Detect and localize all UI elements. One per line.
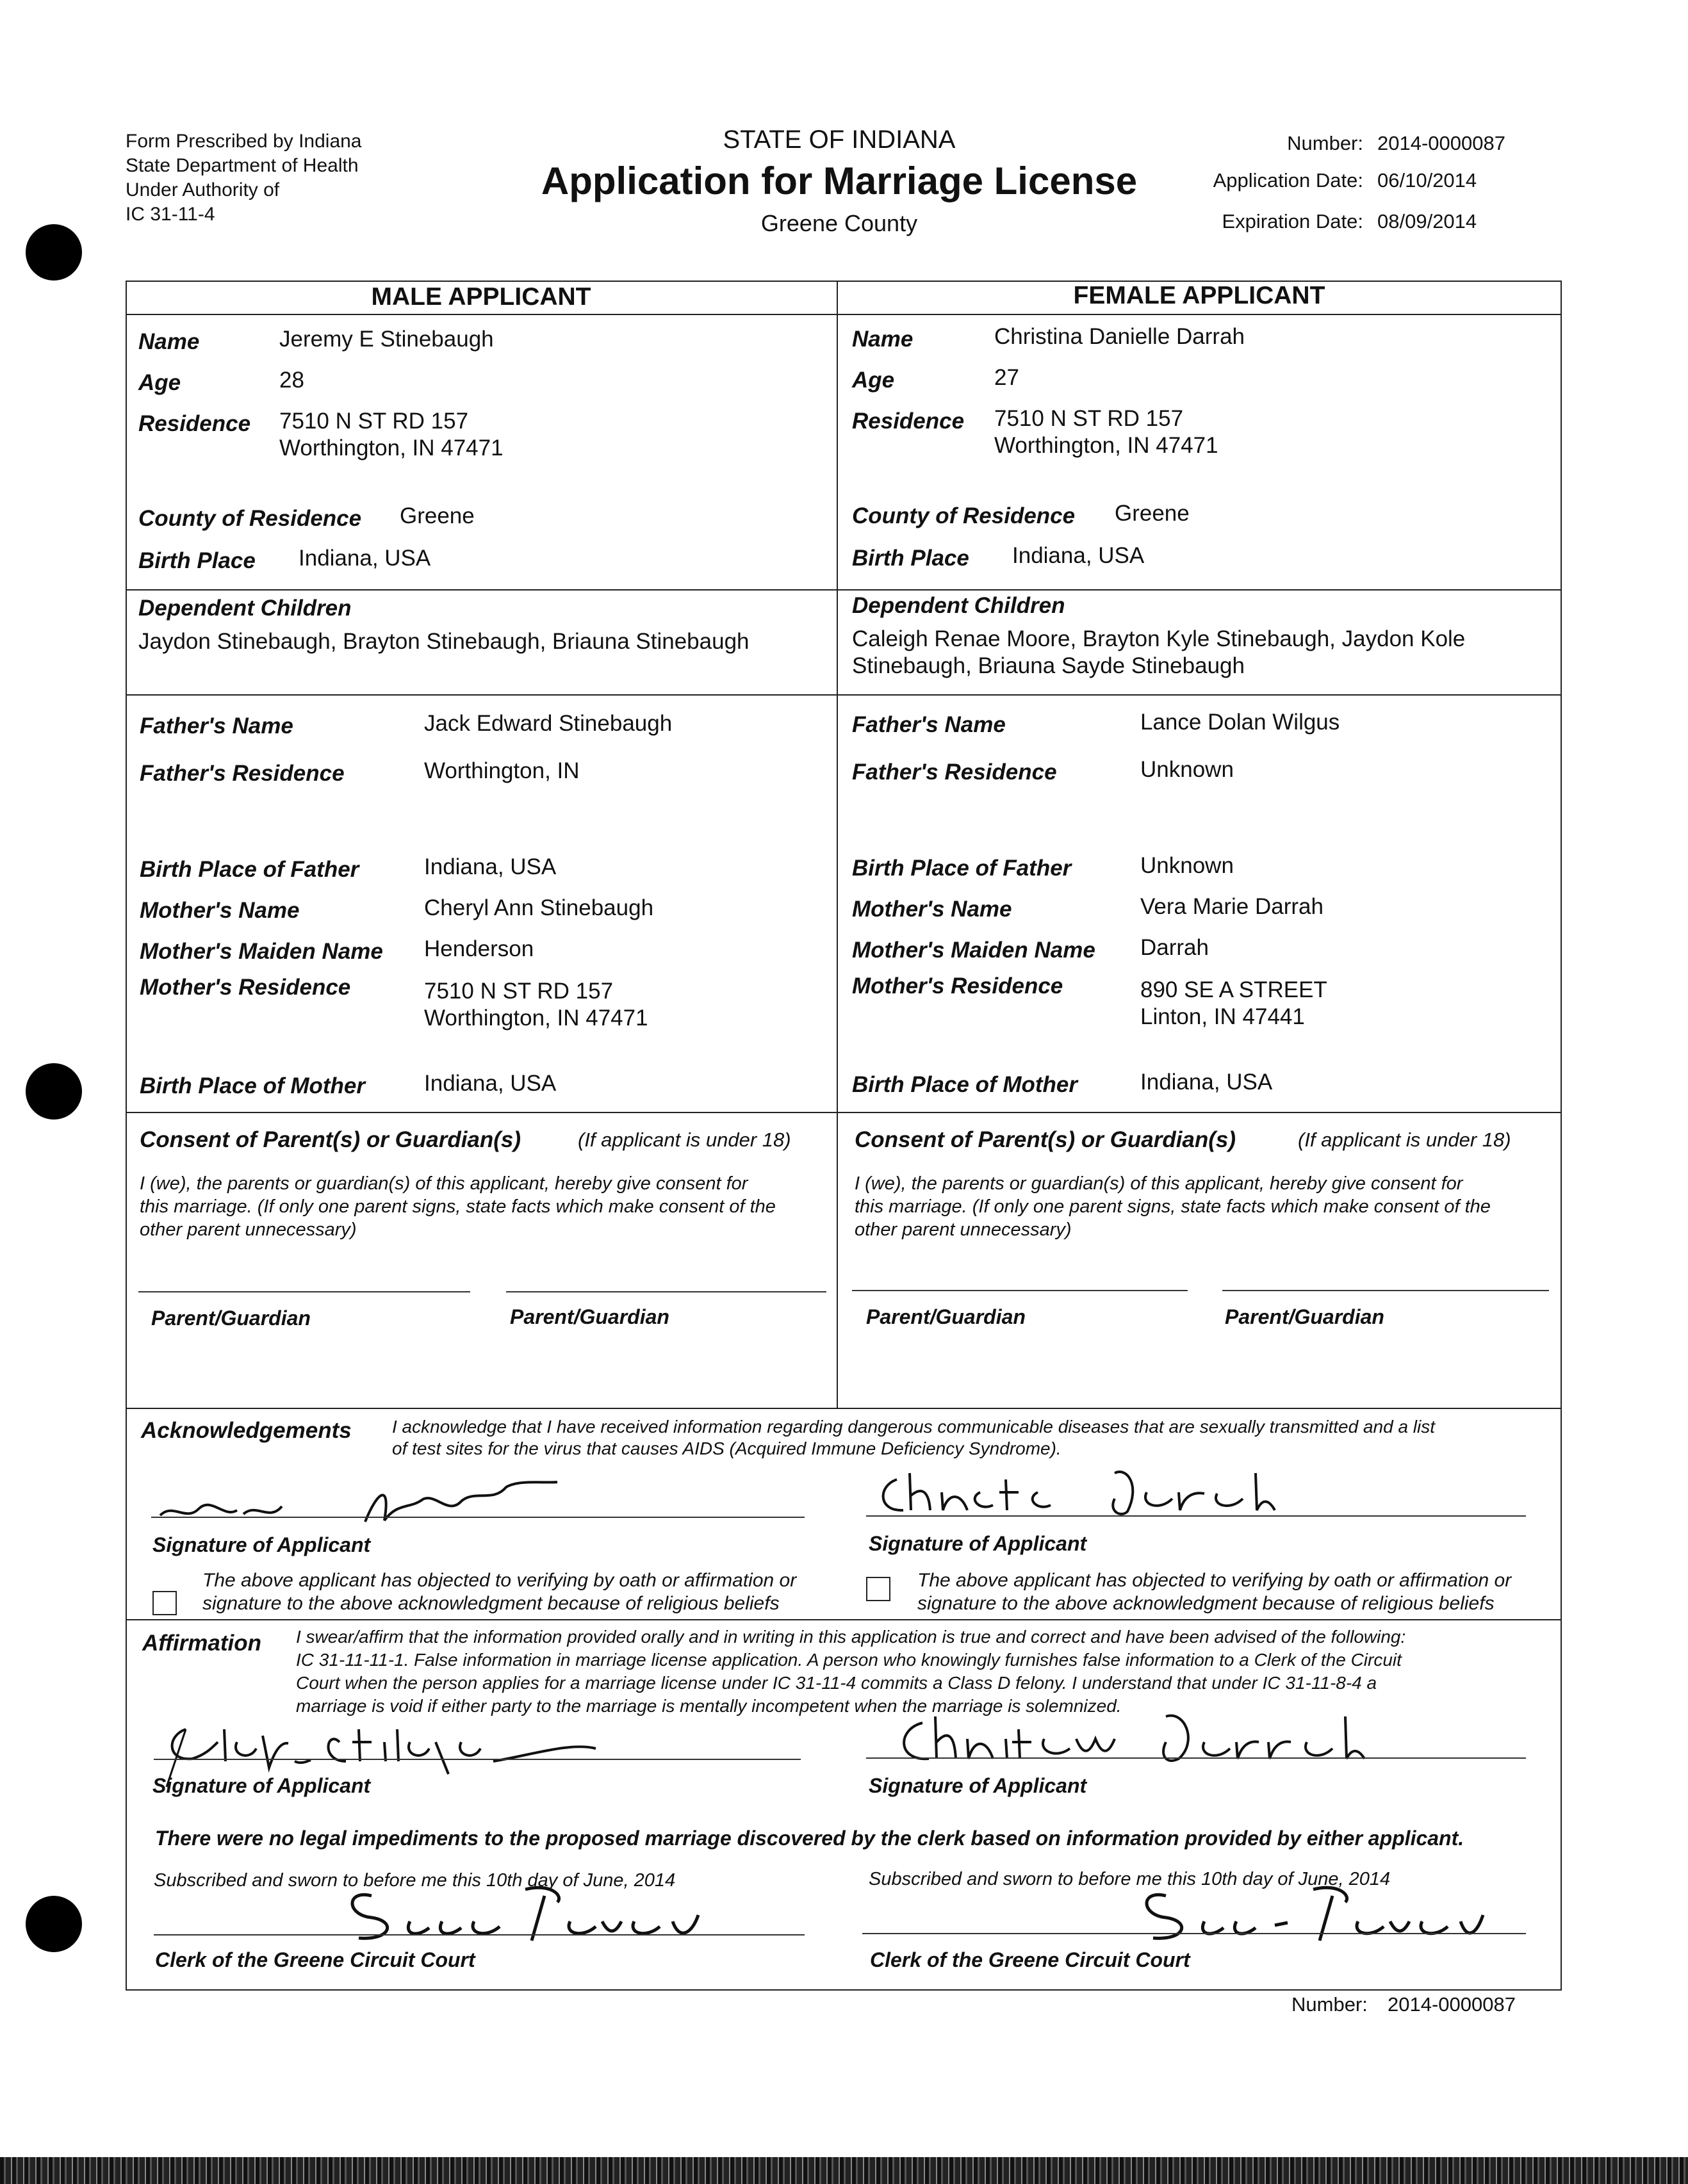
male-consent-text-1: I (we), the parents or guardian(s) of this applicant, hereby give consent for	[140, 1173, 748, 1194]
female-consent-title: Consent of Parent(s) or Guardian(s)	[855, 1127, 1236, 1152]
male-residence-line1: 7510 N ST RD 157	[279, 409, 469, 434]
prescribed-line: State Department of Health	[126, 155, 359, 176]
female-birthplace-value: Indiana, USA	[1012, 543, 1145, 568]
male-objection-text-1: The above applicant has objected to verifying by oath or affirmation or	[202, 1570, 797, 1591]
rule-above-consent	[126, 1112, 1561, 1113]
female-residence-label: Residence	[852, 409, 965, 434]
acknowledgements-text-2: of test sites for the virus that causes AIDS (Acquired Immune Deficiency Syndrome).	[392, 1438, 1061, 1458]
male-objection-text-2: signature to the above acknowledgment because of religious beliefs	[202, 1593, 780, 1614]
female-clerk-label: Clerk of the Greene Circuit Court	[870, 1948, 1190, 1971]
male-clerk-label: Clerk of the Greene Circuit Court	[155, 1948, 475, 1971]
female-mother-birthplace-value: Indiana, USA	[1140, 1070, 1273, 1095]
female-dependents-line1: Caleigh Renae Moore, Brayton Kyle Stinebaugh, Jaydon Kole	[852, 626, 1466, 651]
male-clerk-signature-line[interactable]	[154, 1934, 805, 1935]
male-mother-residence-line2: Worthington, IN 47471	[424, 1006, 648, 1031]
female-clerk-signature	[1115, 1877, 1486, 1953]
male-consent-text-3: other parent unnecessary)	[140, 1219, 357, 1240]
male-residence-label: Residence	[138, 411, 251, 436]
rule-above-dependents	[126, 589, 1561, 591]
rule-above-affirmation	[126, 1619, 1561, 1620]
punch-hole-top	[26, 224, 82, 281]
male-age-value: 28	[279, 368, 304, 393]
male-father-residence-label: Father's Residence	[140, 761, 345, 786]
female-acknowledgement-signature-line[interactable]	[866, 1515, 1526, 1517]
female-acknowledgement-signature-label: Signature of Applicant	[869, 1532, 1087, 1555]
form-prescribed-block	[126, 129, 362, 227]
female-name-label: Name	[852, 327, 914, 352]
male-father-name-label: Father's Name	[140, 713, 293, 738]
affirmation-text-2: IC 31-11-11-1. False information in marriage license application. A person who knowingly furnishes false information to a Clerk of the Circuit	[296, 1650, 1402, 1670]
male-mother-residence-label: Mother's Residence	[140, 975, 351, 1000]
female-acknowledgement-signature	[871, 1460, 1332, 1524]
male-father-residence-value: Worthington, IN	[424, 758, 580, 783]
male-acknowledgement-signature-label: Signature of Applicant	[152, 1533, 371, 1556]
male-county-value: Greene	[400, 503, 475, 528]
male-acknowledgement-signature	[147, 1464, 596, 1535]
county-heading: Greene County	[760, 210, 918, 236]
female-subscribed-text: Subscribed and sworn to before me this 10th day of June, 2014	[869, 1869, 1391, 1889]
male-birthplace-label: Birth Place	[138, 548, 256, 573]
punch-hole-middle	[26, 1063, 82, 1120]
male-mother-maiden-value: Henderson	[424, 936, 534, 961]
rule-above-parents	[126, 694, 1561, 696]
punch-hole-bottom	[26, 1896, 82, 1952]
female-father-name-label: Father's Name	[852, 712, 1006, 737]
state-heading: STATE OF INDIANA	[723, 126, 956, 154]
female-guardian-signature-line-2[interactable]	[1222, 1290, 1549, 1291]
female-consent-text-1: I (we), the parents or guardian(s) of this applicant, hereby give consent for	[855, 1173, 1463, 1194]
female-dependents-label: Dependent Children	[852, 593, 1065, 618]
female-objection-text-2: signature to the above acknowledgment because of religious beliefs	[917, 1593, 1495, 1614]
female-father-birthplace-value: Unknown	[1140, 853, 1234, 878]
male-age-label: Age	[138, 370, 181, 395]
female-affirmation-signature	[884, 1704, 1384, 1781]
male-mother-name-label: Mother's Name	[140, 898, 300, 923]
female-mother-birthplace-label: Birth Place of Mother	[852, 1072, 1078, 1097]
male-clerk-signature	[320, 1877, 705, 1953]
male-dependents-value: Jaydon Stinebaugh, Brayton Stinebaugh, Briauna Stinebaugh	[138, 629, 750, 654]
acknowledgements-text-1: I acknowledge that I have received information regarding dangerous communicable diseases that are sexually transmitted and a list	[392, 1417, 1436, 1437]
female-age-label: Age	[852, 368, 895, 393]
male-name-value: Jeremy E Stinebaugh	[279, 327, 494, 352]
female-father-residence-label: Father's Residence	[852, 760, 1057, 785]
male-guardian-label-2: Parent/Guardian	[510, 1305, 669, 1328]
female-guardian-label-2: Parent/Guardian	[1225, 1305, 1384, 1328]
female-father-residence-value: Unknown	[1140, 757, 1234, 782]
no-impediments-statement: There were no legal impediments to the proposed marriage discovered by the clerk based on information provided by either applicant.	[155, 1827, 1464, 1850]
male-acknowledgement-signature-line[interactable]	[151, 1517, 805, 1518]
male-subscribed-text: Subscribed and sworn to before me this 10th day of June, 2014	[154, 1870, 676, 1891]
expiration-date-value: 08/09/2014	[1377, 210, 1477, 232]
affirmation-title: Affirmation	[142, 1631, 262, 1656]
female-mother-residence-label: Mother's Residence	[852, 974, 1063, 998]
rule-under-headings	[126, 314, 1561, 315]
male-mother-birthplace-label: Birth Place of Mother	[140, 1073, 365, 1098]
prescribed-line: Form Prescribed by Indiana	[126, 131, 362, 152]
male-consent-note: (If applicant is under 18)	[578, 1129, 791, 1151]
affirmation-text-1: I swear/affirm that the information provided orally and in writing in this application is true and correct and have been advised of the following:	[296, 1627, 1406, 1647]
application-date-label: Application Date:	[1213, 169, 1363, 192]
number-value: 2014-0000087	[1377, 132, 1505, 154]
female-applicant-heading: FEMALE APPLICANT	[1073, 282, 1325, 309]
female-clerk-signature-line[interactable]	[862, 1933, 1526, 1934]
footer-number-label: Number:	[1291, 1993, 1368, 2016]
female-consent-note: (If applicant is under 18)	[1298, 1129, 1511, 1151]
female-guardian-label-1: Parent/Guardian	[866, 1305, 1026, 1328]
male-dependents-label: Dependent Children	[138, 596, 352, 621]
female-mother-name-label: Mother's Name	[852, 897, 1012, 922]
male-mother-residence-line1: 7510 N ST RD 157	[424, 979, 614, 1004]
footer-number-value: 2014-0000087	[1388, 1993, 1516, 2016]
male-affirmation-signature-label: Signature of Applicant	[152, 1774, 371, 1797]
rule-above-acknowledgements	[126, 1408, 1561, 1409]
male-mother-name-value: Cheryl Ann Stinebaugh	[424, 895, 654, 920]
male-name-label: Name	[138, 329, 200, 354]
male-father-birthplace-label: Birth Place of Father	[140, 857, 359, 882]
female-mother-residence-line2: Linton, IN 47441	[1140, 1004, 1305, 1029]
male-guardian-signature-line-1[interactable]	[138, 1291, 470, 1292]
male-applicant-heading: MALE APPLICANT	[371, 283, 591, 311]
female-birthplace-label: Birth Place	[852, 546, 969, 571]
male-father-name-value: Jack Edward Stinebaugh	[424, 711, 673, 736]
female-consent-text-3: other parent unnecessary)	[855, 1219, 1072, 1240]
male-birthplace-value: Indiana, USA	[299, 546, 431, 571]
male-guardian-signature-line-2[interactable]	[506, 1291, 826, 1292]
female-dependents-line2: Stinebaugh, Briauna Sayde Stinebaugh	[852, 653, 1245, 678]
female-mother-maiden-label: Mother's Maiden Name	[852, 938, 1095, 963]
female-mother-maiden-value: Darrah	[1140, 935, 1209, 960]
acknowledgements-title: Acknowledgements	[141, 1418, 352, 1443]
female-guardian-signature-line-1[interactable]	[852, 1290, 1188, 1291]
male-consent-title: Consent of Parent(s) or Guardian(s)	[140, 1127, 521, 1152]
female-county-label: County of Residence	[852, 503, 1076, 528]
male-county-label: County of Residence	[138, 506, 362, 531]
expiration-date-label: Expiration Date:	[1222, 210, 1363, 232]
female-consent-text-2: this marriage. (If only one parent signs, state facts which make consent of the	[855, 1196, 1491, 1217]
female-residence-line1: 7510 N ST RD 157	[994, 406, 1184, 431]
female-father-name-value: Lance Dolan Wilgus	[1140, 710, 1340, 735]
prescribed-line: IC 31-11-4	[126, 204, 215, 225]
female-mother-name-value: Vera Marie Darrah	[1140, 894, 1323, 919]
male-mother-birthplace-value: Indiana, USA	[424, 1071, 557, 1096]
affirmation-text-4: marriage is void if either party to the marriage is mentally incompetent when the marriage is solemnized.	[296, 1696, 1122, 1716]
female-affirmation-signature-label: Signature of Applicant	[869, 1774, 1087, 1797]
page-title: Application for Marriage License	[541, 159, 1138, 202]
male-objection-checkbox[interactable]	[152, 1591, 177, 1615]
application-date-value: 06/10/2014	[1377, 169, 1477, 192]
male-affirmation-signature-line[interactable]	[154, 1759, 801, 1760]
female-objection-checkbox[interactable]	[866, 1577, 890, 1601]
male-residence-line2: Worthington, IN 47471	[279, 436, 504, 460]
affirmation-text-3: Court when the person applies for a marriage license under IC 31-11-4 commits a Class D felony. I understand that under IC 31-11-8-4 a	[296, 1673, 1377, 1693]
female-father-birthplace-label: Birth Place of Father	[852, 856, 1072, 881]
male-father-birthplace-value: Indiana, USA	[424, 854, 557, 879]
prescribed-line: Under Authority of	[126, 179, 280, 200]
female-objection-text-1: The above applicant has objected to verifying by oath or affirmation or	[917, 1570, 1512, 1591]
male-mother-maiden-label: Mother's Maiden Name	[140, 939, 383, 964]
male-guardian-label-1: Parent/Guardian	[151, 1307, 311, 1330]
female-age-value: 27	[994, 365, 1019, 390]
female-affirmation-signature-line[interactable]	[866, 1757, 1526, 1759]
female-residence-line2: Worthington, IN 47471	[994, 433, 1218, 458]
number-label: Number:	[1287, 132, 1363, 154]
female-mother-residence-line1: 890 SE A STREET	[1140, 977, 1327, 1002]
scan-edge-artifact	[0, 2157, 1688, 2184]
male-consent-text-2: this marriage. (If only one parent signs, state facts which make consent of the	[140, 1196, 776, 1217]
column-divider	[837, 281, 838, 1409]
female-name-value: Christina Danielle Darrah	[994, 324, 1245, 349]
female-county-value: Greene	[1115, 501, 1190, 526]
